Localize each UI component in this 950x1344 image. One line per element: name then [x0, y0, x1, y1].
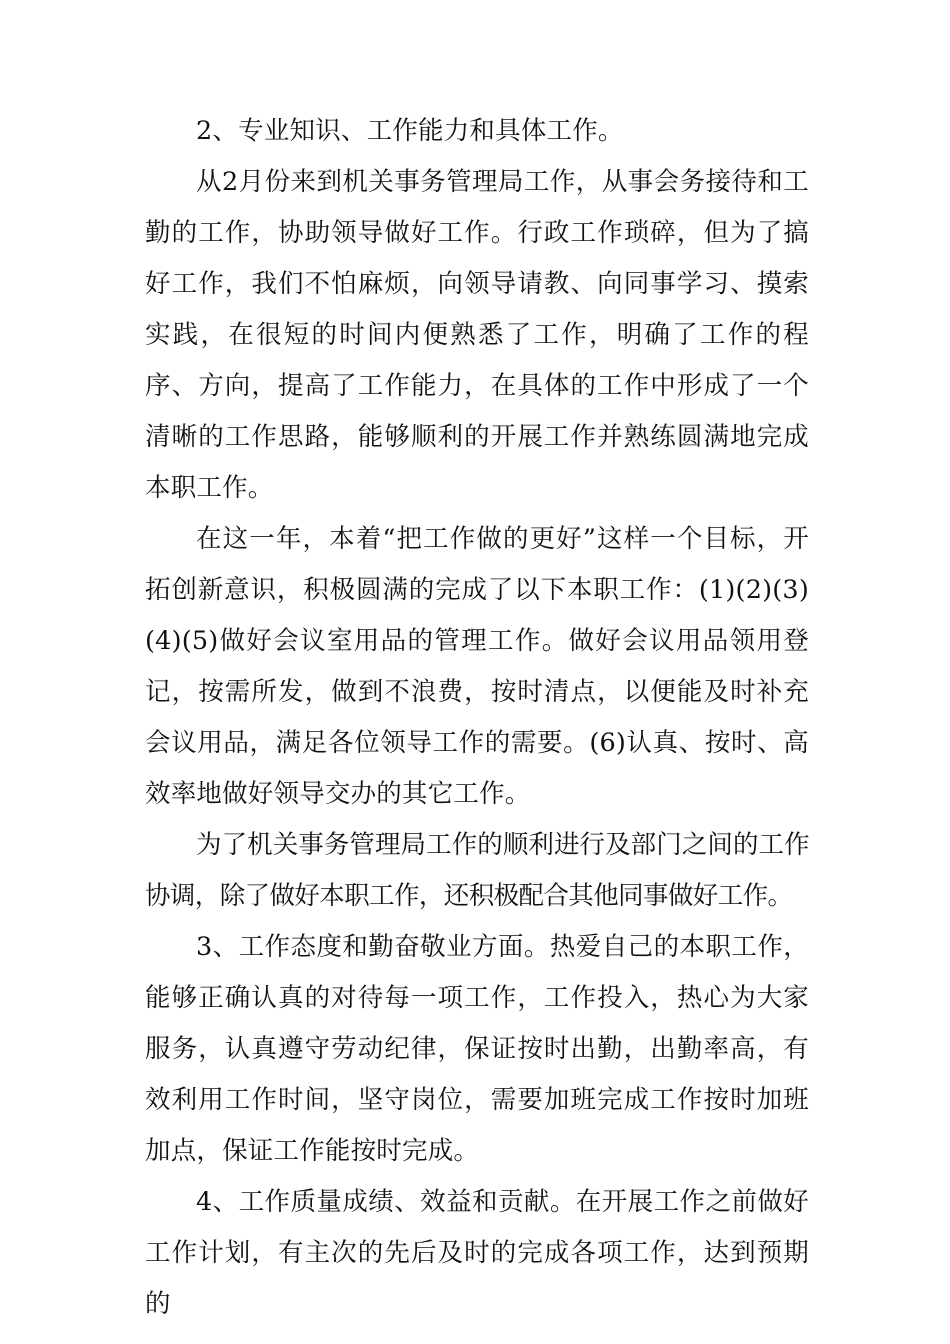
paragraph-professional-knowledge-heading: 2、专业知识、工作能力和具体工作。 [196, 116, 624, 146]
paragraph-year-duties: 在这一年，本着“把工作做的更好”这样一个目标，开拓创新意识，积极圆满的完成了以下本职工作：(1)(2)(3)(4)(5)做好会议室用品的管理工作。做好会议用品领用登记，按需所发，做到不浪费，按时清点，以便能及时补充会议用品，满足各位领导工作的需要。(6)认真、按时、高效率地做好领导交办的其它工作。 [145, 524, 809, 809]
paragraph-work-description: 从2月份来到机关事务管理局工作，从事会务接待和工勤的工作，协助领导做好工作。行政工作琐碎，但为了搞好工作，我们不怕麻烦，向领导请教、向同事学习、摸索实践，在很短的时间内便熟悉了工作，明确了工作的程序、方向，提高了工作能力，在具体的工作中形成了一个清晰的工作思路，能够顺利的开展工作并熟练圆满地完成本职工作。 [145, 167, 809, 503]
paragraph-coordination: 为了机关事务管理局工作的顺利进行及部门之间的工作协调，除了做好本职工作，还积极配合其他同事做好工作。 [145, 830, 809, 911]
paragraph-work-quality: 4、工作质量成绩、效益和贡献。在开展工作之前做好工作计划，有主次的先后及时的完成各项工作，达到预期的 [145, 1187, 809, 1319]
document-body [145, 106, 809, 1330]
paragraph-work-attitude: 3、工作态度和勤奋敬业方面。热爱自己的本职工作，能够正确认真的对待每一项工作，工作投入，热心为大家服务，认真遵守劳动纪律，保证按时出勤，出勤率高，有效利用工作时间，坚守岗位，需要加班完成工作按时加班加点，保证工作能按时完成。 [145, 932, 809, 1166]
